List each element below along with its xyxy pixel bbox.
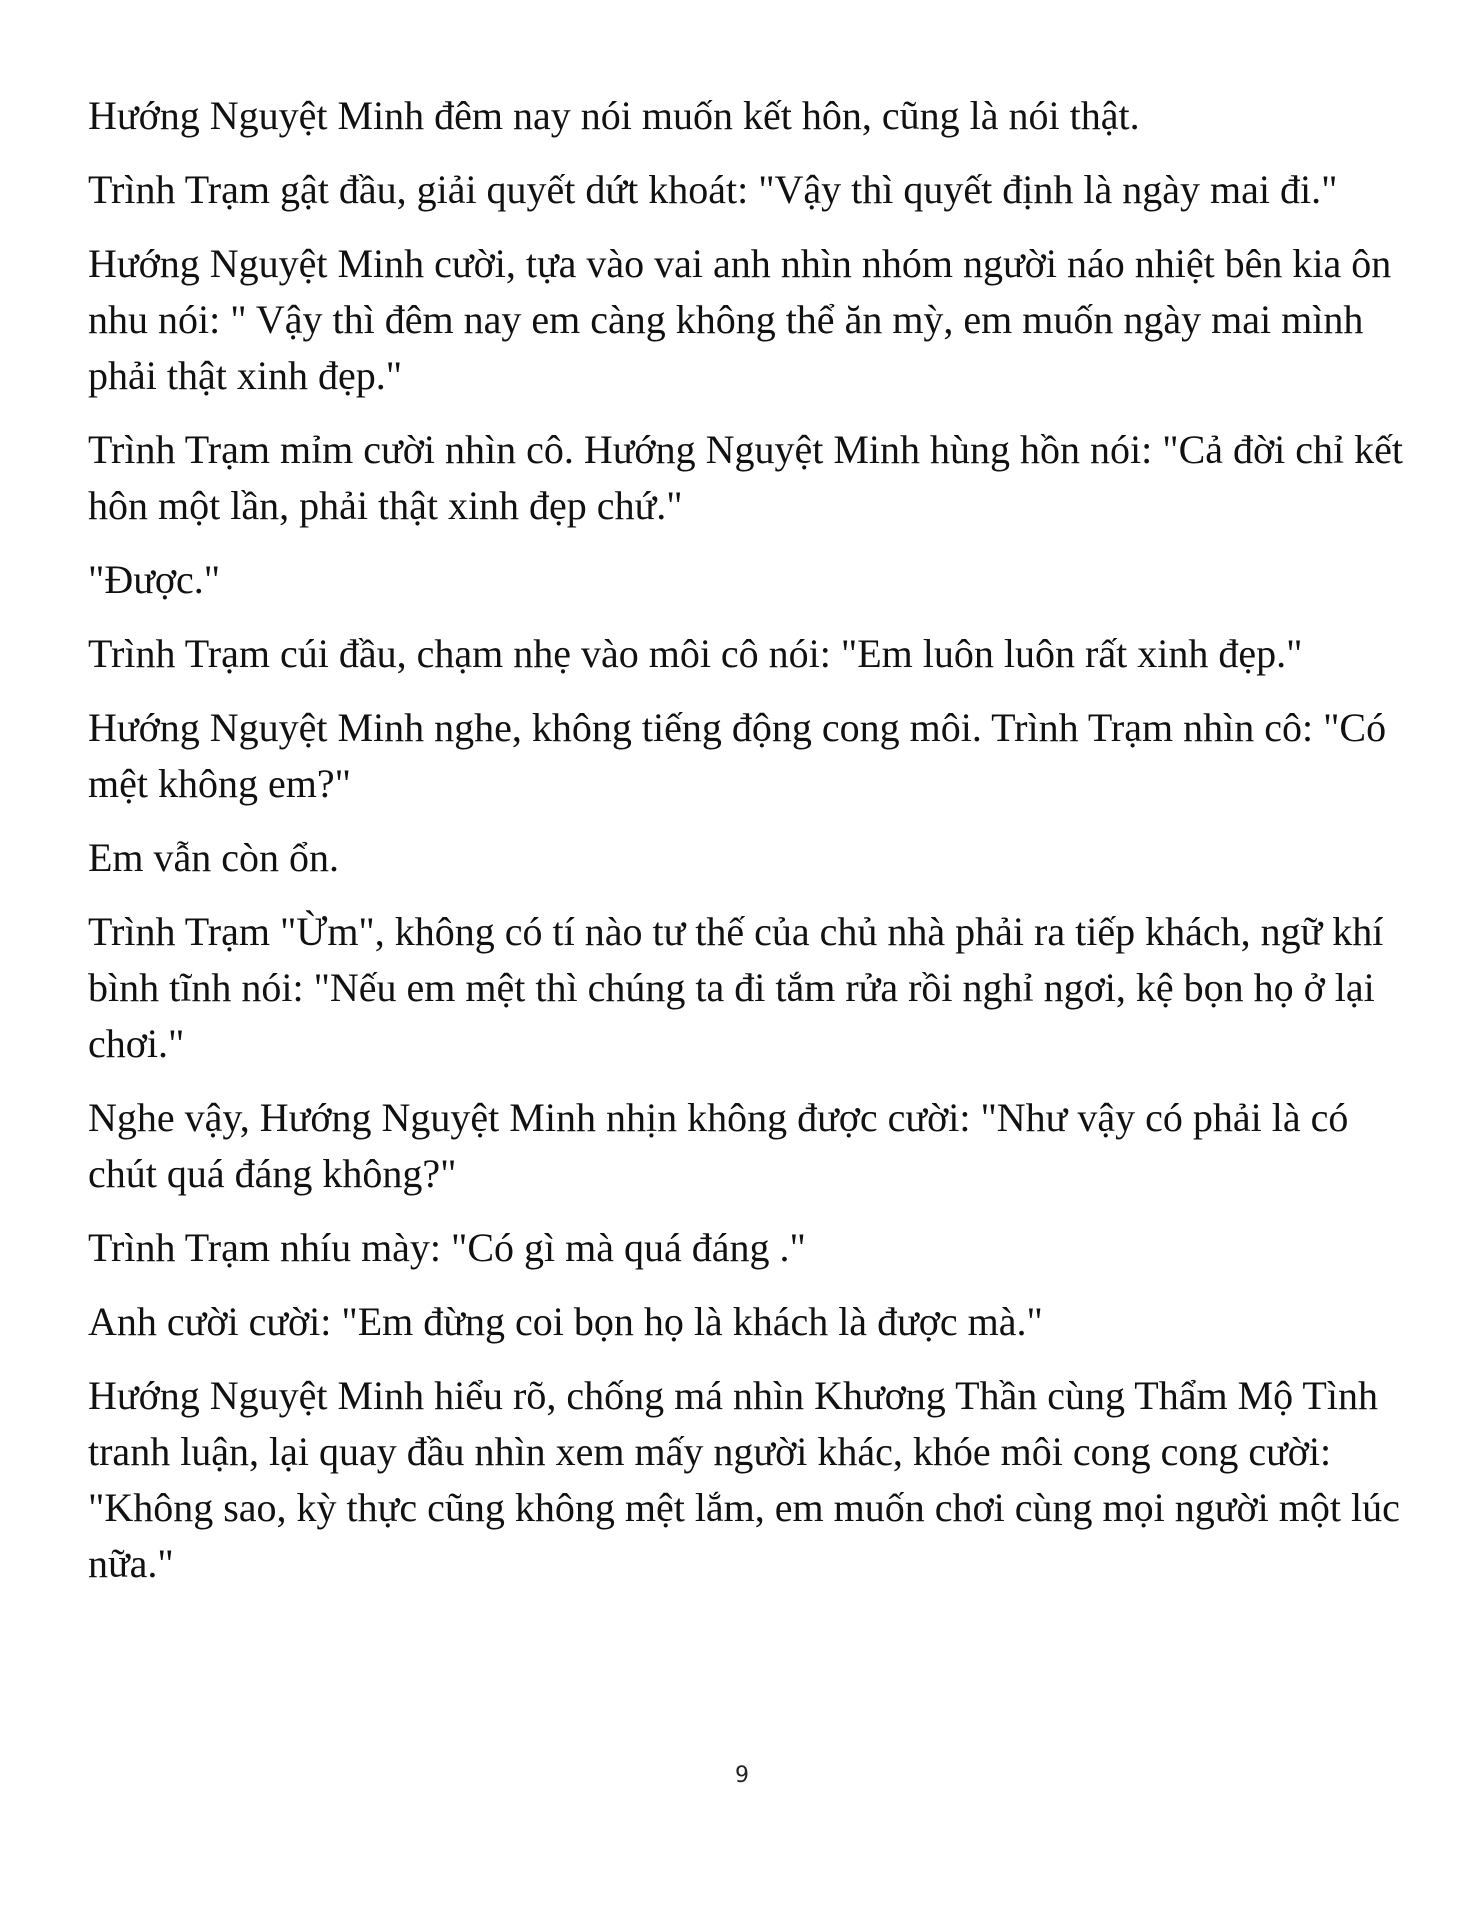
paragraph: Hướng Nguyệt Minh nghe, không tiếng động cong môi. Trình Trạm nhìn cô: "Có mệt không em?" <box>88 705 1387 806</box>
paragraph: Trình Trạm "Ừm", không có tí nào tư thế của chủ nhà phải ra tiếp khách, ngữ khí bình tĩnh nói: "Nếu em mệt thì chúng ta đi tắm rửa rồi nghỉ ngơi, kệ bọn họ ở lại chơi." <box>88 909 1384 1066</box>
paragraph: Nghe vậy, Hướng Nguyệt Minh nhịn không được cười: "Như vậy có phải là có chút quá đáng không?" <box>88 1095 1349 1196</box>
paragraph: Trình Trạm cúi đầu, chạm nhẹ vào môi cô nói: "Em luôn luôn rất xinh đẹp." <box>88 631 1303 676</box>
page-body <box>88 88 1408 1610</box>
paragraph: Trình Trạm gật đầu, giải quyết dứt khoát: "Vậy thì quyết định là ngày mai đi." <box>88 167 1338 212</box>
page-number: 9 <box>735 1763 749 1788</box>
paragraph: "Được." <box>88 557 221 602</box>
paragraph: Hướng Nguyệt Minh cười, tựa vào vai anh nhìn nhóm người náo nhiệt bên kia ôn nhu nói: " Vậy thì đêm nay em càng không thể ăn mỳ, em muốn ngày mai mình phải thật xinh đẹp." <box>88 241 1392 398</box>
paragraph: Hướng Nguyệt Minh hiểu rõ, chống má nhìn Khương Thần cùng Thẩm Mộ Tình tranh luận, lại quay đầu nhìn xem mấy người khác, khóe môi cong cong cười: "Không sao, kỳ thực cũng không mệt lắm, em muốn chơi cùng mọi người một lúc nữa." <box>88 1373 1400 1586</box>
paragraph: Anh cười cười: "Em đừng coi bọn họ là khách là được mà." <box>88 1299 1043 1344</box>
paragraph: Trình Trạm nhíu mày: "Có gì mà quá đáng ." <box>88 1225 806 1270</box>
paragraph: Trình Trạm mỉm cười nhìn cô. Hướng Nguyệt Minh hùng hồn nói: "Cả đời chỉ kết hôn một lần, phải thật xinh đẹp chứ." <box>88 427 1403 528</box>
paragraph: Em vẫn còn ổn. <box>88 835 340 880</box>
paragraph: Hướng Nguyệt Minh đêm nay nói muốn kết hôn, cũng là nói thật. <box>88 93 1140 138</box>
